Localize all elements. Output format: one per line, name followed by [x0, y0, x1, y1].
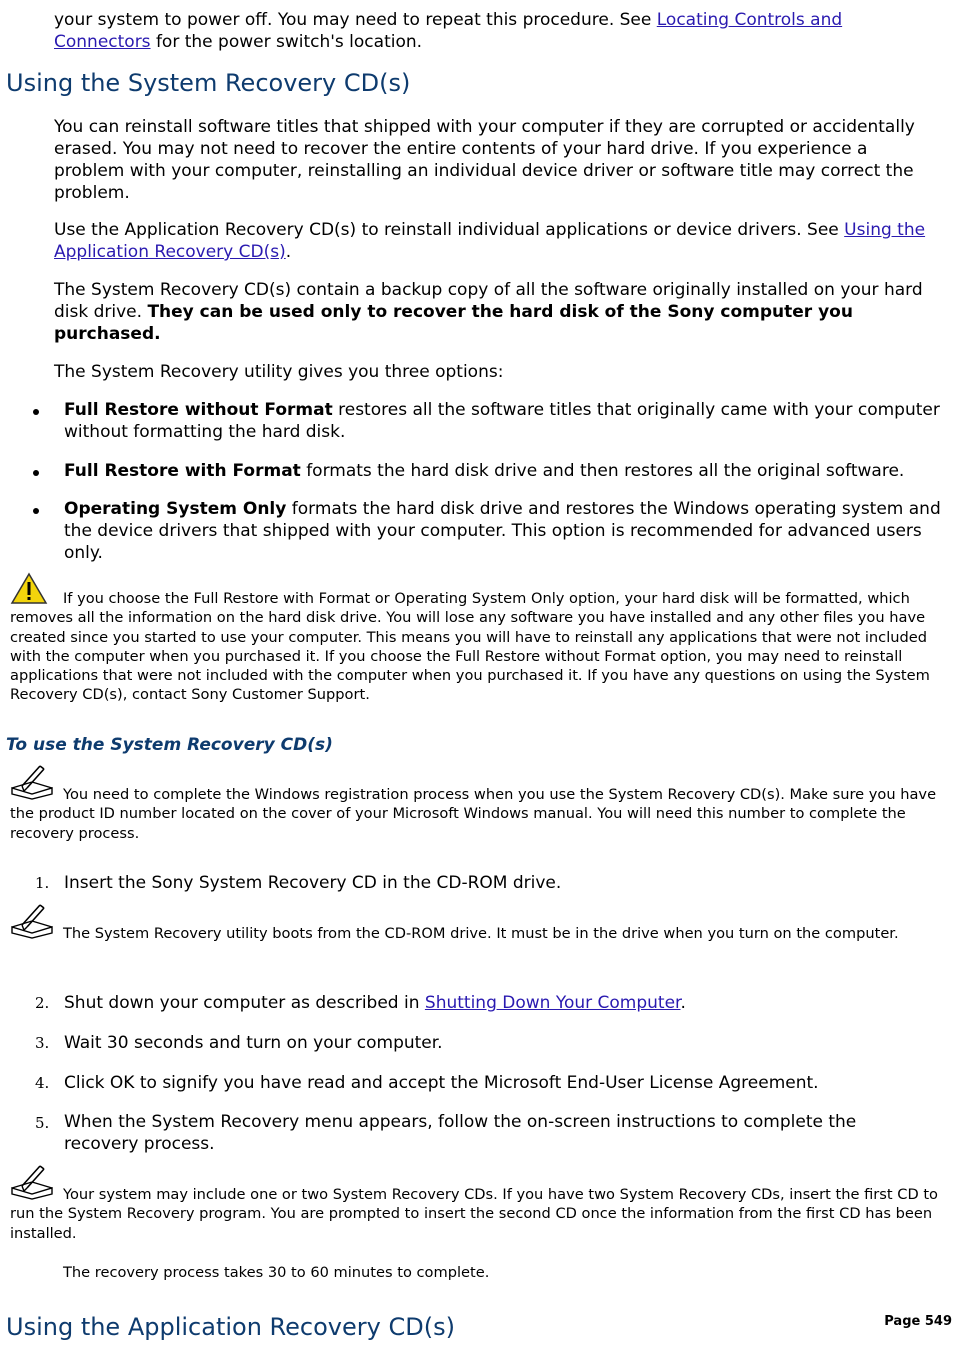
note-registration	[10, 764, 950, 843]
intro-text-before: your system to power off. You may need to repeat this procedure. See	[54, 10, 657, 30]
link-locating-controls[interactable]: Locating Controls and Connectors	[54, 10, 843, 52]
bullet-marker	[33, 508, 39, 514]
p2-text-after: .	[285, 242, 292, 262]
p3-bold-text: They can be used only to recover the hard disk of the Sony computer you purchased.	[54, 302, 853, 344]
intro-text-after: for the power switch's location.	[150, 32, 423, 52]
warning-text: If you choose the Full Restore with Format or Operating System Only option, your hard disk will be formatted, which removes all the information on the hard disk drive. You will lose any software you have installed and any other files you have created since you started to use your computer. This means you will have to reinstall any applications that were not included with the computer when you purchased it. If you choose the Full Restore without Format option, you may need to reinstall applications that were not included with the computer when you purchased it. If you have any questions on using the System Recovery CD(s), contact Sony Customer Support.	[10, 590, 930, 704]
paragraph-application-recovery	[54, 219, 934, 263]
section-heading-application-recovery: Using the Application Recovery CD(s)	[6, 1313, 455, 1341]
section-heading-system-recovery: Using the System Recovery CD(s)	[6, 69, 411, 97]
note-pencil-icon	[10, 903, 54, 939]
note-pencil-icon	[10, 764, 54, 800]
note-boots-cdrom	[10, 903, 950, 943]
warning-note	[10, 572, 948, 705]
bullet-marker	[33, 470, 39, 476]
step-3-text: Wait 30 seconds and turn on your computer.	[64, 1033, 443, 1053]
step-2-text	[64, 992, 944, 1014]
warning-icon	[10, 572, 48, 605]
option-full-restore-without-format	[64, 399, 944, 443]
paragraph-backup-copy	[54, 279, 934, 345]
step-4-text: Click OK to signify you have read and accept the Microsoft End-User License Agreement.	[64, 1073, 819, 1093]
link-shutting-down[interactable]: Shutting Down Your Computer	[424, 993, 681, 1013]
note-registration-text: You need to complete the Windows registration process when you use the System Recovery CD(s). Make sure you have the product ID number located on the cover of your Microsoft Windows manual. You will need this number to complete the recovery process.	[10, 786, 937, 842]
step-2-text-before: Shut down your computer as described in	[64, 993, 425, 1013]
page-number: Page 549	[884, 1314, 952, 1329]
step-5-number: 5.	[35, 1114, 50, 1132]
paragraph-three-options: The System Recovery utility gives you three options:	[54, 362, 504, 382]
step-4-number: 4.	[35, 1074, 50, 1092]
note-two-cds	[10, 1164, 950, 1243]
paragraph-reinstall: You can reinstall software titles that shipped with your computer if they are corrupted or accidentally erased. You may not need to recover the entire contents of your hard drive. If you experience a problem with your computer, reinstalling an individual device driver or software title may correct the problem.	[54, 117, 915, 203]
step-1-number: 1.	[35, 874, 50, 892]
option-1-title: Full Restore without Format	[64, 400, 333, 420]
intro-paragraph	[54, 9, 934, 53]
step-3-number: 3.	[35, 1034, 50, 1052]
note-pencil-icon	[10, 1164, 54, 1200]
option-2-title: Full Restore with Format	[64, 461, 301, 481]
option-operating-system-only	[64, 498, 949, 564]
option-full-restore-with-format	[64, 460, 949, 482]
step-2-text-after: .	[680, 993, 686, 1013]
link-application-recovery[interactable]: Using the Application Recovery CD(s)	[54, 220, 926, 262]
option-3-title: Operating System Only	[64, 499, 287, 519]
step-2-number: 2.	[35, 994, 50, 1012]
note-two-cds-text: Your system may include one or two System Recovery CDs. If you have two System Recovery CDs, insert the first CD to run the System Recovery program. You are prompted to insert the second CD once the information from the first CD has been installed.	[10, 1186, 938, 1242]
option-1-text: restores all the software titles that originally came with your computer without formatting the hard disk.	[64, 400, 940, 442]
note-boots-cdrom-text: The System Recovery utility boots from the CD-ROM drive. It must be in the drive when you turn on the computer.	[63, 925, 899, 942]
option-3-text: formats the hard disk drive and restores the Windows operating system and the device drivers that shipped with your computer. This option is recommended for advanced users only.	[64, 499, 941, 563]
procedure-heading: To use the System Recovery CD(s)	[6, 735, 333, 755]
step-1-text: Insert the Sony System Recovery CD in the CD-ROM drive.	[64, 873, 562, 893]
option-2-text: formats the hard disk drive and then restores all the original software.	[300, 461, 905, 481]
step-5-text: When the System Recovery menu appears, follow the on-screen instructions to complete the recovery process.	[64, 1112, 857, 1154]
bullet-marker	[33, 409, 39, 415]
p3-text: The System Recovery CD(s) contain a backup copy of all the software originally installed on your hard disk drive.	[54, 280, 923, 322]
closing-text: The recovery process takes 30 to 60 minutes to complete.	[63, 1264, 490, 1281]
p2-text-before: Use the Application Recovery CD(s) to reinstall individual applications or device drivers. See	[54, 220, 845, 240]
